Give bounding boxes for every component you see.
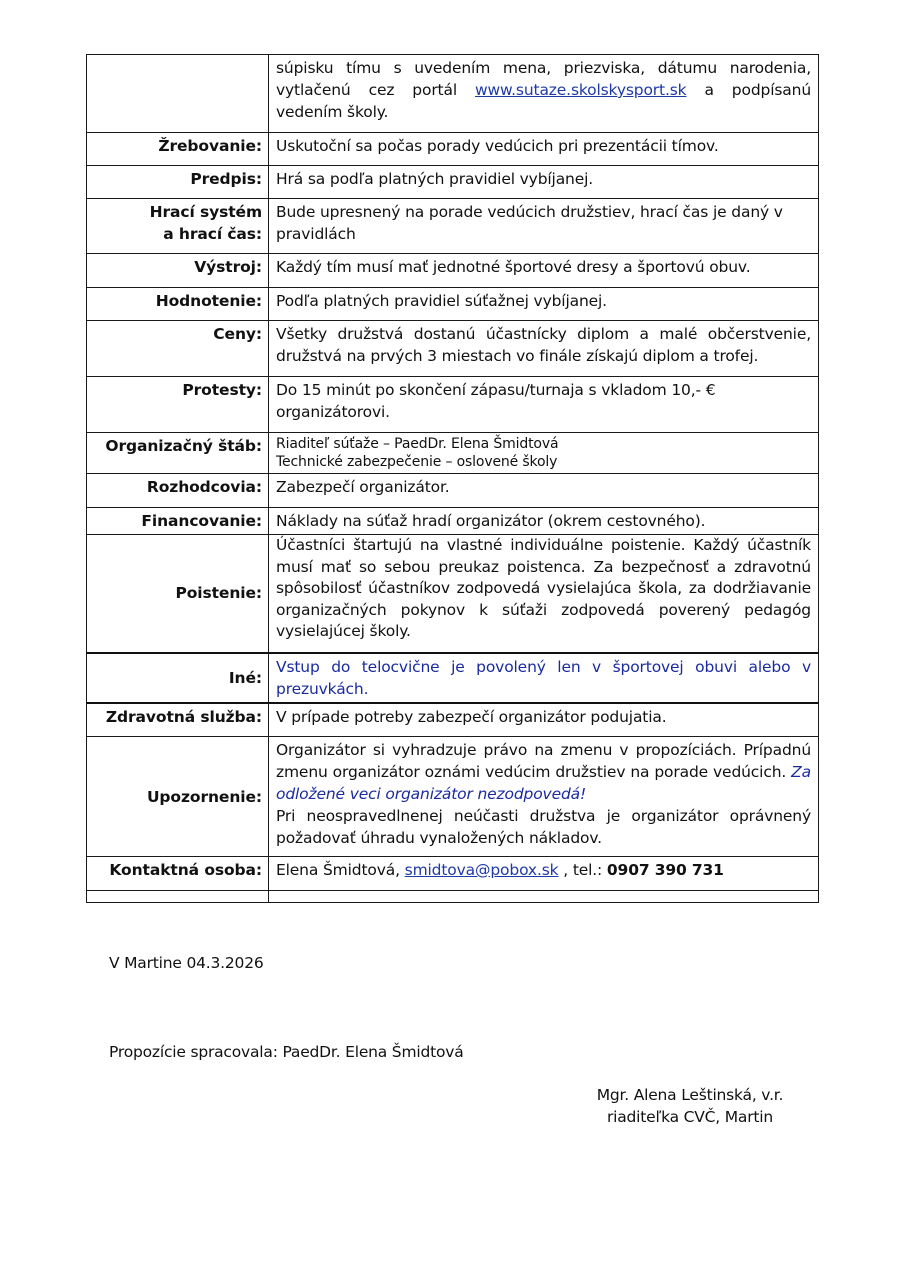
row-label-other: Iné: [87, 653, 269, 703]
row-label-evaluation: Hodnotenie: [87, 288, 269, 321]
row-value-referees: Zabezpečí organizátor. [269, 474, 819, 508]
row-value-roster [269, 55, 819, 133]
row-label-game-system [87, 199, 269, 254]
protests-line1: Do 15 minút po skončení zápasu/turnaja s vkladom 10,- € [276, 381, 716, 399]
place-date: V Martine 04.3.2026 [109, 954, 264, 972]
row-label-notice: Upozornenie: [87, 737, 269, 857]
row-label-staff: Organizačný štáb: [87, 433, 269, 474]
notice-lost-items-warning: Za odložené veci organizátor nezodpovedá! [276, 763, 811, 803]
row-value-game-system: Bude upresnený na porade vedúcich družstiev, hrací čas je daný v pravidlách [269, 199, 819, 254]
table-row-other [87, 653, 819, 703]
row-label-draw: Žrebovanie: [87, 133, 269, 166]
row-value-empty-last [269, 891, 819, 903]
table-row-staff [87, 433, 819, 474]
row-label-empty-last [87, 891, 269, 903]
signature-title: riaditeľka CVČ, Martin [606, 1108, 774, 1126]
row-value-staff [269, 433, 819, 474]
row-value-contact [269, 857, 819, 891]
row-value-rules: Hrá sa podľa platných pravidiel vybíjanej. [269, 166, 819, 199]
row-value-other: Vstup do telocvične je povolený len v športovej obuvi alebo v prezuvkách. [269, 653, 819, 703]
table-row-financing [87, 508, 819, 535]
table-row-draw [87, 133, 819, 166]
table-row-contact [87, 857, 819, 891]
row-label-referees: Rozhodcovia: [87, 474, 269, 508]
skolskysport-link[interactable]: www.sutaze.skolskysport.sk [474, 81, 687, 99]
row-label-contact: Kontaktná osoba: [87, 857, 269, 891]
table-row-notice [87, 737, 819, 857]
contact-email-link[interactable]: smidtova@pobox.sk [404, 861, 559, 879]
row-label-rules: Predpis: [87, 166, 269, 199]
row-label-financing: Financovanie: [87, 508, 269, 535]
row-value-evaluation: Podľa platných pravidiel súťažnej vybíjanej. [269, 288, 819, 321]
row-value-financing: Náklady na súťaž hradí organizátor (okrem cestovného). [269, 508, 819, 535]
contact-name: Elena Šmidtová, [276, 861, 405, 879]
table-row-empty [87, 891, 819, 903]
row-value-notice [269, 737, 819, 857]
staff-line2: Technické zabezpečenie – oslovené školy [276, 454, 558, 470]
game-system-label-line2: a hrací čas: [163, 225, 262, 243]
notice-text-part1: Organizátor si vyhradzuje právo na zmenu v propozíciách. Prípadnú zmenu organizátor oznámi vedúcim družstiev na porade vedúcich. [276, 741, 811, 781]
row-value-draw: Uskutoční sa počas porady vedúcich pri prezentácii tímov. [269, 133, 819, 166]
row-value-insurance: Účastníci štartujú na vlastné individuálne poistenie. Každý účastník musí mať so sebou preukaz poistenca. Za bezpečnosť a zdravotnú spôsobilosť účastníkov zodpovedá vysielajúca škola, za dodržiavanie organizačných pokynov k súťaži zodpovedá poverený pedagóg vysielajúcej školy. [269, 535, 819, 653]
row-label-prizes: Ceny: [87, 321, 269, 377]
table-row-insurance [87, 535, 819, 653]
row-value-equipment: Každý tím musí mať jednotné športové dresy a športovú obuv. [269, 254, 819, 288]
row-label-equipment: Výstroj: [87, 254, 269, 288]
table-row-roster [87, 55, 819, 133]
roster-text-part1: súpisku tímu s uvedením mena, priezviska, dátumu narodenia, vytlačenú cez portál [276, 59, 811, 99]
prepared-by: Propozície spracovala: PaedDr. Elena Šmidtová [109, 1043, 464, 1061]
notice-text-part2: Pri neospravedlnenej neúčasti družstva je organizátor oprávnený požadovať úhradu vynaložených nákladov. [276, 807, 811, 847]
propositions-table [86, 54, 819, 903]
signature-block [560, 1084, 820, 1128]
staff-line1: Riaditeľ súťaže – PaedDr. Elena Šmidtová [276, 436, 559, 452]
game-system-label-line1: Hrací systém [149, 203, 262, 221]
signature-name: Mgr. Alena Leštinská, v.r. [596, 1086, 784, 1104]
table-row-referees [87, 474, 819, 508]
row-value-protests [269, 377, 819, 433]
table-row-protests [87, 377, 819, 433]
roster-text-part2: a podpísanú vedením školy. [276, 81, 811, 121]
table-row-evaluation [87, 288, 819, 321]
table-row-health [87, 703, 819, 737]
contact-phone: 0907 390 731 [606, 861, 724, 879]
row-value-health: V prípade potreby zabezpečí organizátor podujatia. [269, 703, 819, 737]
contact-tel-label: , tel.: [558, 861, 607, 879]
table-row-game-system [87, 199, 819, 254]
row-value-prizes: Všetky družstvá dostanú účastnícky diplom a malé občerstvenie, družstvá na prvých 3 miestach vo finále získajú diplom a trofej. [269, 321, 819, 377]
protests-line2: organizátorovi. [276, 403, 390, 421]
row-label-protests: Protesty: [87, 377, 269, 433]
row-label-health: Zdravotná služba: [87, 703, 269, 737]
row-label-empty [87, 55, 269, 133]
table-row-prizes [87, 321, 819, 377]
table-row-rules [87, 166, 819, 199]
table-row-equipment [87, 254, 819, 288]
row-label-insurance: Poistenie: [87, 535, 269, 653]
